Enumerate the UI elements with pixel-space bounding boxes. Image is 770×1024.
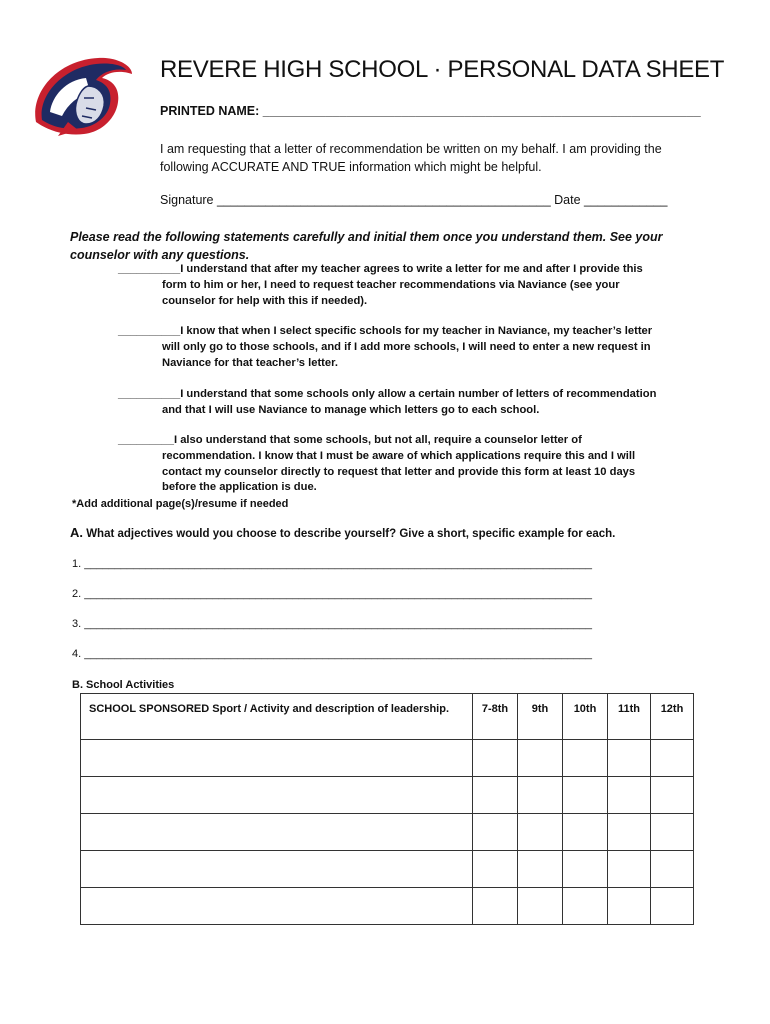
section-a-question-text: What adjectives would you choose to describe yourself? Give a short, specific example for each.	[83, 528, 616, 540]
grade-cell[interactable]	[563, 814, 608, 851]
statement-line: contact my counselor directly to request that letter and provide this form at least 10 days	[162, 465, 636, 478]
grade-cell[interactable]	[651, 740, 694, 777]
instructions-line: counselor with any questions.	[70, 248, 250, 262]
activity-cell[interactable]	[81, 777, 473, 814]
grade-cell[interactable]	[563, 851, 608, 888]
statement-line: __________I know that when I select specific schools for my teacher in Naviance, my teacher’s letter	[118, 325, 653, 337]
grade-cell[interactable]	[608, 814, 651, 851]
activity-header: SCHOOL SPONSORED Sport / Activity and description of leadership.	[81, 694, 473, 740]
intro-line: I am requesting that a letter of recommendation be written on my behalf. I am providing the	[160, 142, 662, 156]
grade-cell[interactable]	[473, 851, 518, 888]
section-b-title: B. School Activities	[72, 679, 175, 691]
table-row	[81, 888, 694, 925]
grade-cell[interactable]	[608, 740, 651, 777]
grade-cell[interactable]	[518, 888, 563, 925]
grade-11-header: 11th	[608, 694, 651, 740]
table-row	[81, 814, 694, 851]
grade-cell[interactable]	[651, 814, 694, 851]
school-activities-table	[80, 693, 694, 925]
grade-cell[interactable]	[563, 777, 608, 814]
adjective-line-2[interactable]: 2. ___________________________________________________________________________________	[72, 588, 592, 600]
intro-text	[160, 140, 662, 176]
grade-cell[interactable]	[473, 777, 518, 814]
activity-cell[interactable]	[81, 814, 473, 851]
table-header-row	[81, 694, 694, 740]
statement-line: __________I understand that some schools only allow a certain number of letters of recommendation	[118, 388, 657, 400]
adjective-line-3[interactable]: 3. ___________________________________________________________________________________	[72, 618, 592, 630]
grade-cell[interactable]	[473, 814, 518, 851]
statement-line: form to him or her, I need to request teacher recommendations via Naviance (see your	[162, 278, 620, 291]
adjective-line-4[interactable]: 4. ___________________________________________________________________________________	[72, 648, 592, 660]
revere-patriot-logo	[28, 52, 138, 142]
activity-cell[interactable]	[81, 888, 473, 925]
statement-line: before the application is due.	[162, 481, 317, 494]
grade-cell[interactable]	[518, 851, 563, 888]
table-row	[81, 777, 694, 814]
grade-cell[interactable]	[608, 851, 651, 888]
statement-1[interactable]	[118, 262, 643, 309]
activity-cell[interactable]	[81, 740, 473, 777]
signature-date-field[interactable]: Signature ________________________________________________ Date ____________	[160, 193, 668, 207]
additional-pages-note: *Add additional page(s)/resume if needed	[72, 498, 289, 510]
grade-cell[interactable]	[518, 740, 563, 777]
instructions	[70, 228, 663, 264]
grade-cell[interactable]	[473, 888, 518, 925]
statement-3[interactable]	[118, 387, 656, 419]
printed-name-field[interactable]: PRINTED NAME: _______________________________________________________________	[160, 104, 701, 118]
statement-2[interactable]	[118, 324, 652, 371]
statement-line: and that I will use Naviance to manage which letters go to each school.	[162, 403, 540, 416]
statement-line: __________I understand that after my teacher agrees to write a letter for me and after I provide this	[118, 263, 643, 275]
section-a-letter: A.	[70, 525, 83, 540]
grade-cell[interactable]	[473, 740, 518, 777]
grade-cell[interactable]	[563, 888, 608, 925]
page-title: REVERE HIGH SCHOOL · PERSONAL DATA SHEET	[160, 56, 725, 83]
statement-4[interactable]	[118, 433, 635, 496]
grade-9-header: 9th	[518, 694, 563, 740]
activity-cell[interactable]	[81, 851, 473, 888]
grade-cell[interactable]	[563, 740, 608, 777]
statement-line: recommendation. I know that I must be aware of which applications require this and I will	[162, 449, 636, 462]
grade-10-header: 10th	[563, 694, 608, 740]
adjective-line-1[interactable]: 1. ___________________________________________________________________________________	[72, 558, 592, 570]
table-row	[81, 740, 694, 777]
grade-cell[interactable]	[651, 851, 694, 888]
grade-7-8-header: 7-8th	[473, 694, 518, 740]
grade-cell[interactable]	[608, 777, 651, 814]
instructions-line: Please read the following statements carefully and initial them once you understand them. See your	[70, 230, 663, 244]
grade-cell[interactable]	[518, 814, 563, 851]
intro-line: following ACCURATE AND TRUE information which might be helpful.	[160, 160, 542, 174]
statement-line: Naviance for that teacher’s letter.	[162, 356, 338, 369]
statement-line: counselor for help with this if needed).	[162, 294, 368, 307]
grade-cell[interactable]	[651, 777, 694, 814]
statement-line: _________I also understand that some schools, but not all, require a counselor letter of	[118, 434, 582, 446]
statement-line: will only go to those schools, and if I add more schools, I will need to enter a new request in	[162, 340, 651, 353]
grade-12-header: 12th	[651, 694, 694, 740]
grade-cell[interactable]	[518, 777, 563, 814]
grade-cell[interactable]	[651, 888, 694, 925]
table-row	[81, 851, 694, 888]
section-a-question	[70, 525, 615, 540]
grade-cell[interactable]	[608, 888, 651, 925]
